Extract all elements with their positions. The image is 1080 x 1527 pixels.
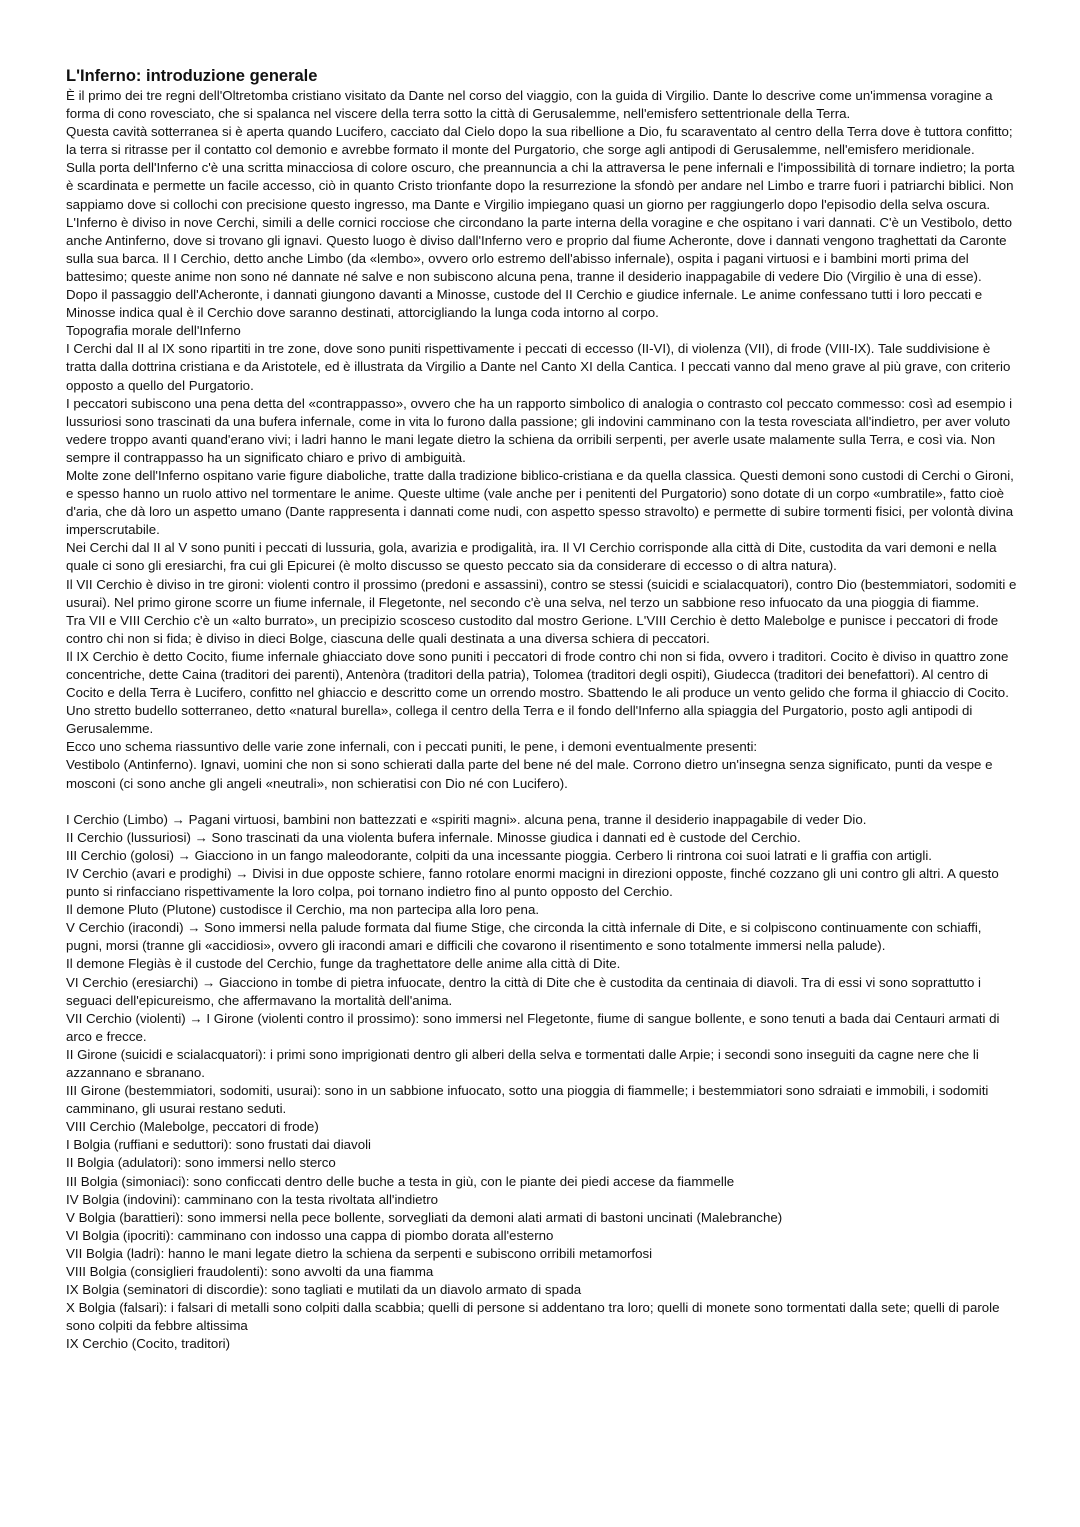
paragraph: Questa cavità sotterranea si è aperta quando Lucifero, cacciato dal Cielo dopo la sua ribellione a Dio, fu scaraventato al centro della Terra dove è tuttora confitto; la terra si ritrasse per il contatto col demonio e avrebbe formato il monte del Purgatorio, che sorge agli antipodi di Gerusalemme, nell'emisfero meridionale.: [66, 124, 1013, 158]
paragraph: I Cerchi dal II al IX sono ripartiti in tre zone, dove sono puniti rispettivamente i peccati di eccesso (II-VI), di violenza (VII), di frode (VIII-IX). Tale suddivisione è tratta dalla dottrina cristiana e da Aristotele, ed è illustrata da Virgilio a Dante nel Canto XI della Cantica. I peccati vanno dal meno grave al più grave, con criterio opposto a quello del Purgatorio.: [66, 341, 1011, 393]
scheme-item: X Bolgia (falsari): i falsari di metalli sono colpiti dalla scabbia; quelli di persone si addentano tra loro; quelli di monete sono tormentati dalla sete; quelli di parole sono colpiti da febbre altissima: [66, 1300, 1000, 1334]
paragraph: Sulla porta dell'Inferno c'è una scritta minacciosa di colore oscuro, che preannuncia a chi la attraversa le pene infernali e l'impossibilità di tornare indietro; la porta è scardinata e permette un facile accesso, ciò in quanto Cristo trionfante dopo la resurrezione la sfondò per andare nel Limbo e trarre fuori i patriarchi biblici. Non sappiamo dove si collochi con precisione questo ingresso, ma Dante e Virgilio impiegano quasi un giorno per raggiungerlo dopo l'episodio della selva oscura.: [66, 160, 1015, 212]
scheme-item: V Bolgia (barattieri): sono immersi nella pece bollente, sorvegliati da demoni alati armati di bastoni uncinati (Malebranche): [66, 1209, 783, 1225]
scheme-item: III Cerchio (golosi) → Giacciono in un fango maleodorante, colpiti da una incessante pioggia. Cerbero li rintrona coi suoi latrati e li graffia con artigli.: [66, 847, 932, 863]
paragraph: Vestibolo (Antinferno). Ignavi, uomini che non si sono schierati dalla parte del bene né del male. Corrono dietro un'insegna senza significato, punti da vespe e mosconi (ci sono anche gli angeli «neutrali», non schieratisi con Dio né con Lucifero).: [66, 757, 993, 791]
scheme-item: II Bolgia (adulatori): sono immersi nello sterco: [66, 1155, 336, 1171]
scheme-item: V Cerchio (iracondi) → Sono immersi nella palude formata dal fiume Stige, che circonda la città infernale di Dite, e si colpiscono continuamente con schiaffi, pugni, morsi (tranne gli «accidiosi», ovvero gli iracondi amari e difficili che covarono il risentimento e sono totalmente immersi nella palude).: [66, 920, 982, 954]
scheme-item: I Cerchio (Limbo) → Pagani virtuosi, bambini non battezzati e «spiriti magni». alcuna pena, tranne il desiderio inappagabile di veder Dio.: [66, 811, 867, 827]
paragraph: Tra VII e VIII Cerchio c'è un «alto burrato», un precipizio scosceso custodito dal mostro Gerione. L'VIII Cerchio è detto Malebolge e punisce i peccatori di frode contro chi non si fida; è diviso in dieci Bolge, ciascuna delle quali destinata a una diversa schiera di peccatori.: [66, 612, 999, 646]
paragraph: L'Inferno è diviso in nove Cerchi, simili a delle cornici rocciose che circondano la parte interna della voragine e che ospitano i vari dannati. C'è un Vestibolo, detto anche Antinferno, dove si trovano gli ignavi. Questo luogo è diviso dall'Inferno vero e proprio dal fiume Acheronte, dove i dannati vengono traghettati da Caronte sulla sua barca. Il I Cerchio, detto anche Limbo (da «lembo», ovvero orlo estremo dell'abisso infernale), ospita i pagani virtuosi e i bambini morti prima del battesimo; queste anime non sono né dannate né salve e non subiscono alcuna pena, tranne il desiderio inappagabile di vedere Dio (Virgilio è una di esse).: [66, 214, 1013, 284]
document-title: L'Inferno: introduzione generale: [66, 67, 318, 85]
scheme-item: IV Bolgia (indovini): camminano con la testa rivoltata all'indietro: [66, 1191, 439, 1207]
paragraph: I peccatori subiscono una pena detta del «contrappasso», ovvero che ha un rapporto simbolico di analogia o contrasto col peccato commesso: così ad esempio i lussuriosi sono trascinati da una bufera infernale, come in vita lo furono dalla passione; gli indovini camminano con la testa rovesciata all'indietro, per aver voluto vedere troppo avanti quand'erano vivi; i ladri hanno le mani legate dietro la schiena da orribili serpenti, per averle usate malamente sulla Terra, e così via. Non sempre il contrappasso ha un significato chiaro e privo di ambiguità.: [66, 395, 1013, 465]
scheme-item: III Bolgia (simoniaci): sono conficcati dentro delle buche a testa in giù, con le piante dei piedi accese da fiammelle: [66, 1173, 735, 1189]
scheme-item: Il demone Pluto (Plutone) custodisce il Cerchio, ma non partecipa alla loro pena.: [66, 902, 540, 918]
scheme-item: VII Bolgia (ladri): hanno le mani legate dietro la schiena da serpenti e subiscono orribili metamorfosi: [66, 1245, 653, 1261]
scheme-item: IV Cerchio (avari e prodighi) → Divisi in due opposte schiere, fanno rotolare enormi macigni in direzioni opposte, finché cozzano gli uni contro gli altri. A questo punto si rinfacciano rispettivamente la loro colpa, poi tornano indietro fino al punto opposto del Cerchio.: [66, 865, 999, 900]
scheme-item: VIII Cerchio (Malebolge, peccatori di frode): [66, 1119, 319, 1135]
scheme-item: IX Bolgia (seminatori di discordie): sono tagliati e mutilati da un diavolo armato di spada: [66, 1282, 582, 1298]
paragraph: Molte zone dell'Inferno ospitano varie figure diaboliche, tratte dalla tradizione biblico-cristiana e da quella classica. Questi demoni sono custodi di Cerchi o Gironi, e spesso hanno un ruolo attivo nel tormentare le anime. Queste ultime (vale anche per i penitenti del Purgatorio) sono dotate di un corpo «umbratile», fatto cioè d'aria, che dà loro un aspetto umano (Dante rappresenta i dannati come nudi, con aspetto spesso stravolto) e permette di subire tormenti fisici, per volontà divina imperscrutabile.: [66, 467, 1014, 538]
paragraph: È il primo dei tre regni dell'Oltretomba cristiano visitato da Dante nel corso del viaggio, con la guida di Virgilio. Dante lo descrive come un'immensa voragine a forma di cono rovesciato, che si spalanca nel viscere della terra sotto la città di Gerusalemme, nell'emisfero settentrionale della Terra.: [66, 88, 993, 122]
paragraph: Ecco uno schema riassuntivo delle varie zone infernali, con i peccati puniti, le pene, i demoni eventualmente presenti:: [66, 739, 758, 755]
scheme-item: IX Cerchio (Cocito, traditori): [66, 1336, 231, 1352]
section-heading: Topografia morale dell'Inferno: [66, 323, 241, 339]
paragraph: Il VII Cerchio è diviso in tre gironi: violenti contro il prossimo (predoni e assassini), contro se stessi (suicidi e scialacquatori), contro Dio (bestemmiatori, sodomiti e usurai). Nel primo girone scorre un fiume infernale, il Flegetonte, nel secondo c'è una selva, nel terzo un sabbione reso infuocato da una pioggia di fiamme.: [66, 576, 1017, 610]
paragraph: Dopo il passaggio dell'Acheronte, i dannati giungono davanti a Minosse, custode del II Cerchio e giudice infernale. Le anime confessano tutti i loro peccati e Minosse indica qual è il Cerchio dove saranno destinati, attorcigliando la lunga coda intorno al corpo.: [66, 287, 983, 321]
scheme-item: Il demone Flegiàs è il custode del Cerchio, funge da traghettatore delle anime alla città di Dite.: [66, 956, 621, 972]
paragraph: Nei Cerchi dal II al V sono puniti i peccati di lussuria, gola, avarizia e prodigalità, ira. Il VI Cerchio corrisponde alla città di Dite, custodita da vari demoni e nella quale ci sono gli eresiarchi, fra cui gli Epicurei (è molto discusso se questo peccato sia da considerare di eccesso o di altra natura).: [66, 540, 997, 574]
scheme-item: VI Cerchio (eresiarchi) → Giacciono in tombe di pietra infuocate, dentro la città di Dite che è custodita da centinaia di diavoli. Tra di essi vi sono soprattutto i seguaci dell'epicureismo, che affermavano la mortalità dell'anima.: [66, 974, 981, 1008]
blank-line: [66, 793, 1018, 811]
scheme-item: III Girone (bestemmiatori, sodomiti, usurai): sono in un sabbione infuocato, sotto una pioggia di fiammelle; i bestemmiatori sono sdraiati e immobili, i sodomiti camminano, gli usurai restano seduti.: [66, 1083, 989, 1117]
scheme-item: VIII Bolgia (consiglieri fraudolenti): sono avvolti da una fiamma: [66, 1264, 434, 1279]
scheme-list: [66, 811, 1018, 1354]
scheme-item: I Bolgia (ruffiani e seduttori): sono frustati dai diavoli: [66, 1137, 372, 1153]
scheme-item: VI Bolgia (ipocriti): camminano con indosso una cappa di piombo dorata all'esterno: [66, 1227, 554, 1243]
intro-section: [66, 87, 1018, 793]
scheme-item: II Cerchio (lussuriosi) → Sono trascinati da una violenta bufera infernale. Minosse giudica i dannati ed è custode del Cerchio.: [66, 829, 801, 845]
scheme-item: VII Cerchio (violenti) → I Girone (violenti contro il prossimo): sono immersi nel Flegetonte, fiume di sangue bollente, e sono tenuti a bada dai Centauri armati di arco e frecce.: [66, 1010, 1000, 1044]
scheme-item: II Girone (suicidi e scialacquatori): i primi sono imprigionati dentro gli alberi della selva e tormentati dalle Arpie; i secondi sono inseguiti da cagne nere che li azzannano e sbranano.: [66, 1046, 979, 1080]
paragraph: Il IX Cerchio è detto Cocito, fiume infernale ghiacciato dove sono puniti i peccatori di frode contro chi non si fida, ovvero i traditori. Cocito è diviso in quattro zone concentriche, dette Caina (traditori dei parenti), Antenòra (traditori della patria), Tolomea (traditori degli ospiti), Giudecca (traditori dei benefattori). Al centro di Cocito e della Terra è Lucifero, confitto nel ghiaccio e descritto come un orrendo mostro. Sbattendo le ali produce un vento gelido che forma il ghiaccio di Cocito. Uno stretto budello sotterraneo, detto «natural burella», collega il centro della Terra e il fondo dell'Inferno alla spiaggia del Purgatorio, posto agli antipodi di Gerusalemme.: [66, 648, 1009, 737]
